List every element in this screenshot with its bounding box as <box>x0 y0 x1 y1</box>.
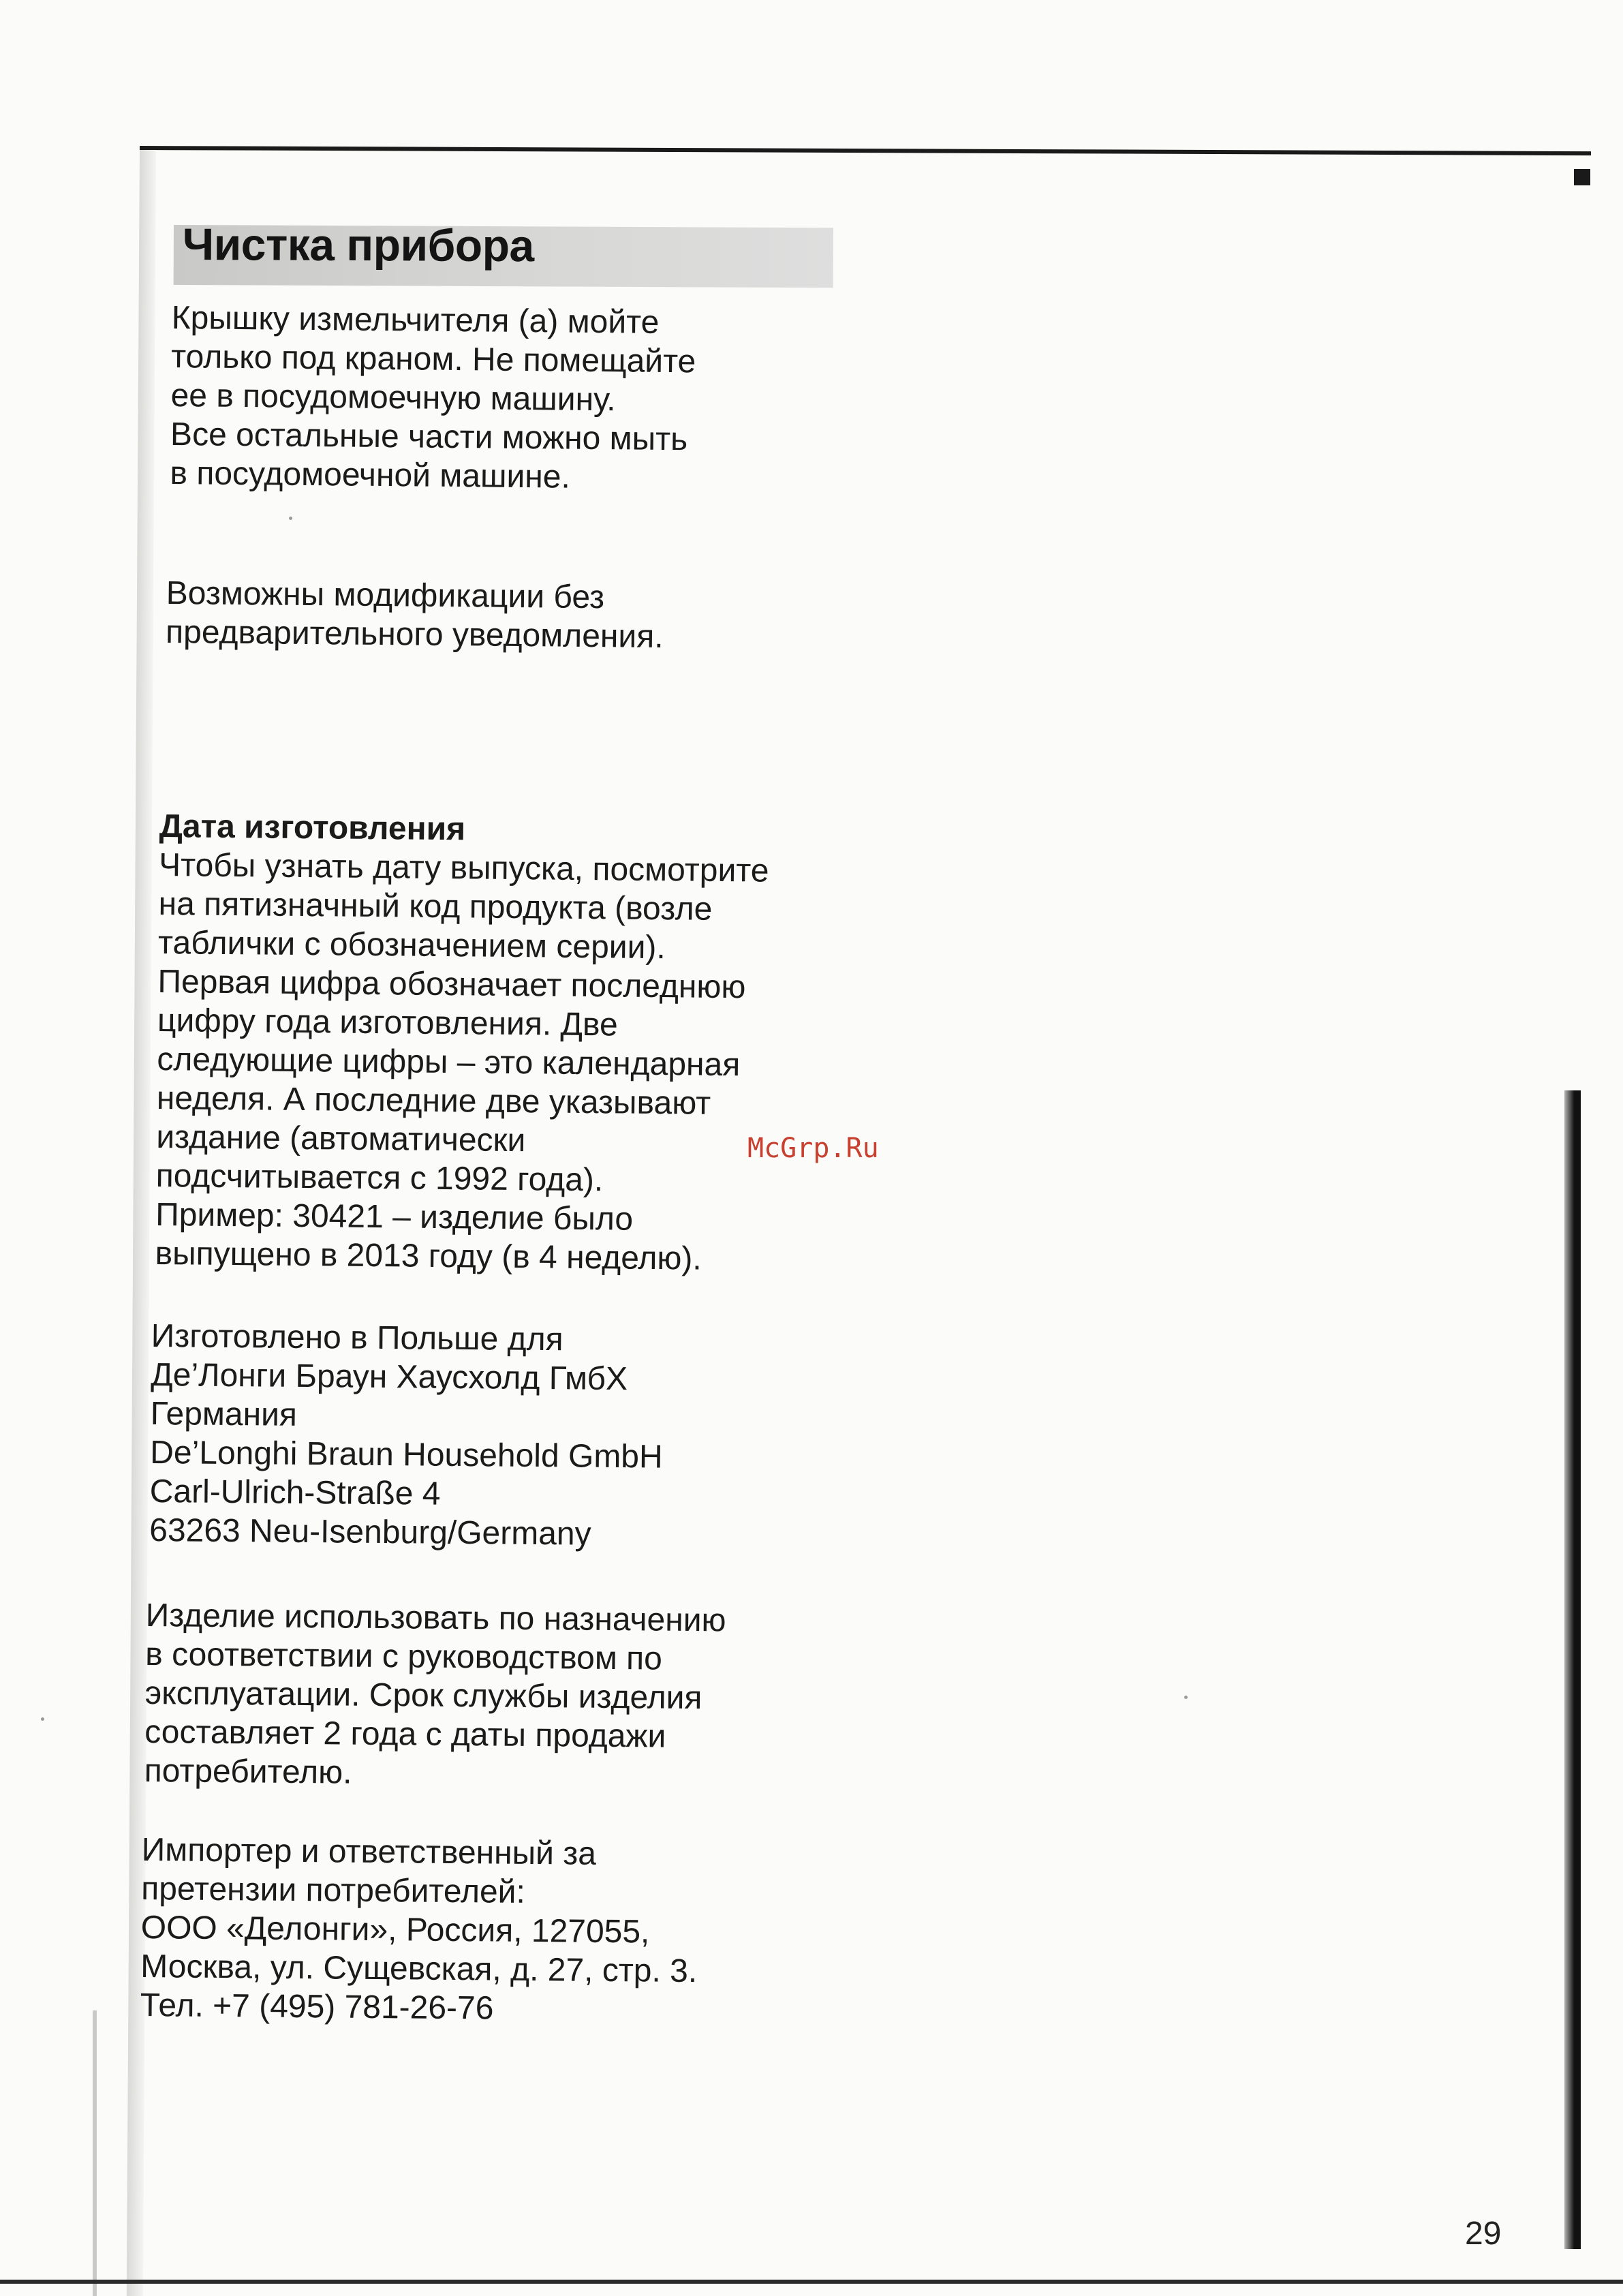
text-line: Изготовлено в Польше для <box>151 1317 563 1358</box>
text-line: Импортер и ответственный за <box>141 1832 597 1872</box>
text-line: Чтобы узнать дату выпуска, посмотрите <box>158 846 769 889</box>
text-line: в соответствии с руководством по <box>145 1636 663 1677</box>
text-line: таблички с обозначением серии). <box>157 924 666 966</box>
page-number: 29 <box>1465 2216 1502 2252</box>
text-line: в посудомоечной машине. <box>170 455 571 495</box>
text-line: 63263 Neu-Isenburg/Germany <box>149 1512 591 1552</box>
page-title: Чистка прибора <box>182 219 534 271</box>
scan-edge-bottom <box>0 2280 1623 2284</box>
text-line: следующие цифры – это календарная <box>157 1041 741 1084</box>
manufacturer-address <box>149 1317 664 1555</box>
text-line: неделя. А последние две указывают <box>156 1080 711 1122</box>
text-line: ее в посудомоечную машину. <box>170 377 616 418</box>
scan-speck <box>289 517 292 520</box>
text-line: выпущено в 2013 году (в 4 неделю). <box>155 1235 702 1277</box>
text-line: ООО «Делонги», Россия, 127055, <box>140 1909 650 1950</box>
production-date-section <box>155 807 769 1279</box>
text-line: Крышку измельчителя (а) мойте <box>171 299 660 341</box>
text-line: подсчитывается с 1992 года). <box>155 1157 604 1199</box>
text-line: Пример: 30421 – изделие было <box>155 1196 634 1238</box>
text-line: только под краном. Не помещайте <box>170 338 696 380</box>
text-line: потребителю. <box>144 1752 352 1791</box>
text-line: Изделие использовать по назначению <box>145 1597 726 1639</box>
text-line: претензии потребителей: <box>141 1870 526 1910</box>
text-line: Тел. +7 (495) 781-26-76 <box>140 1987 494 2027</box>
text-line: Германия <box>150 1395 298 1433</box>
text-line: эксплуатации. Срок службы изделия <box>144 1674 702 1717</box>
importer-contact <box>140 1831 698 2030</box>
text-line: Де’Лонги Браун Хаусхолд ГмбХ <box>151 1356 628 1398</box>
text-line: Все остальные части можно мыть <box>170 416 688 458</box>
scan-edge-top <box>140 146 1591 155</box>
text-line: Первая цифра обозначает последнюю <box>157 963 746 1006</box>
scan-speck <box>41 1717 44 1721</box>
cleaning-paragraph <box>170 299 696 498</box>
watermark: McGrp.Ru <box>747 1133 879 1164</box>
scan-edge-mark <box>1574 169 1590 185</box>
scan-speck <box>1184 1696 1188 1699</box>
modifications-paragraph <box>166 574 664 656</box>
scan-edge-right <box>1564 1090 1581 2249</box>
text-line: издание (автоматически <box>156 1118 526 1159</box>
text-line: Москва, ул. Сущевская, д. 27, стр. 3. <box>140 1948 698 1990</box>
usage-paragraph <box>144 1596 726 1795</box>
text-line: предварительного уведомления. <box>165 613 664 656</box>
text-line: на пятизначный код продукта (возле <box>158 885 713 928</box>
text-line: составляет 2 года с даты продажи <box>144 1713 666 1755</box>
text-line: Carl-Ulrich-Straße 4 <box>149 1473 441 1512</box>
section-title: Дата изготовления <box>159 808 466 848</box>
text-line: De’Longhi Braun Household GmbH <box>150 1434 663 1475</box>
text-line: Возможны модификации без <box>166 575 605 616</box>
scan-edge-left-bottom <box>93 2010 97 2296</box>
text-line: цифру года изготовления. Две <box>157 1002 618 1043</box>
